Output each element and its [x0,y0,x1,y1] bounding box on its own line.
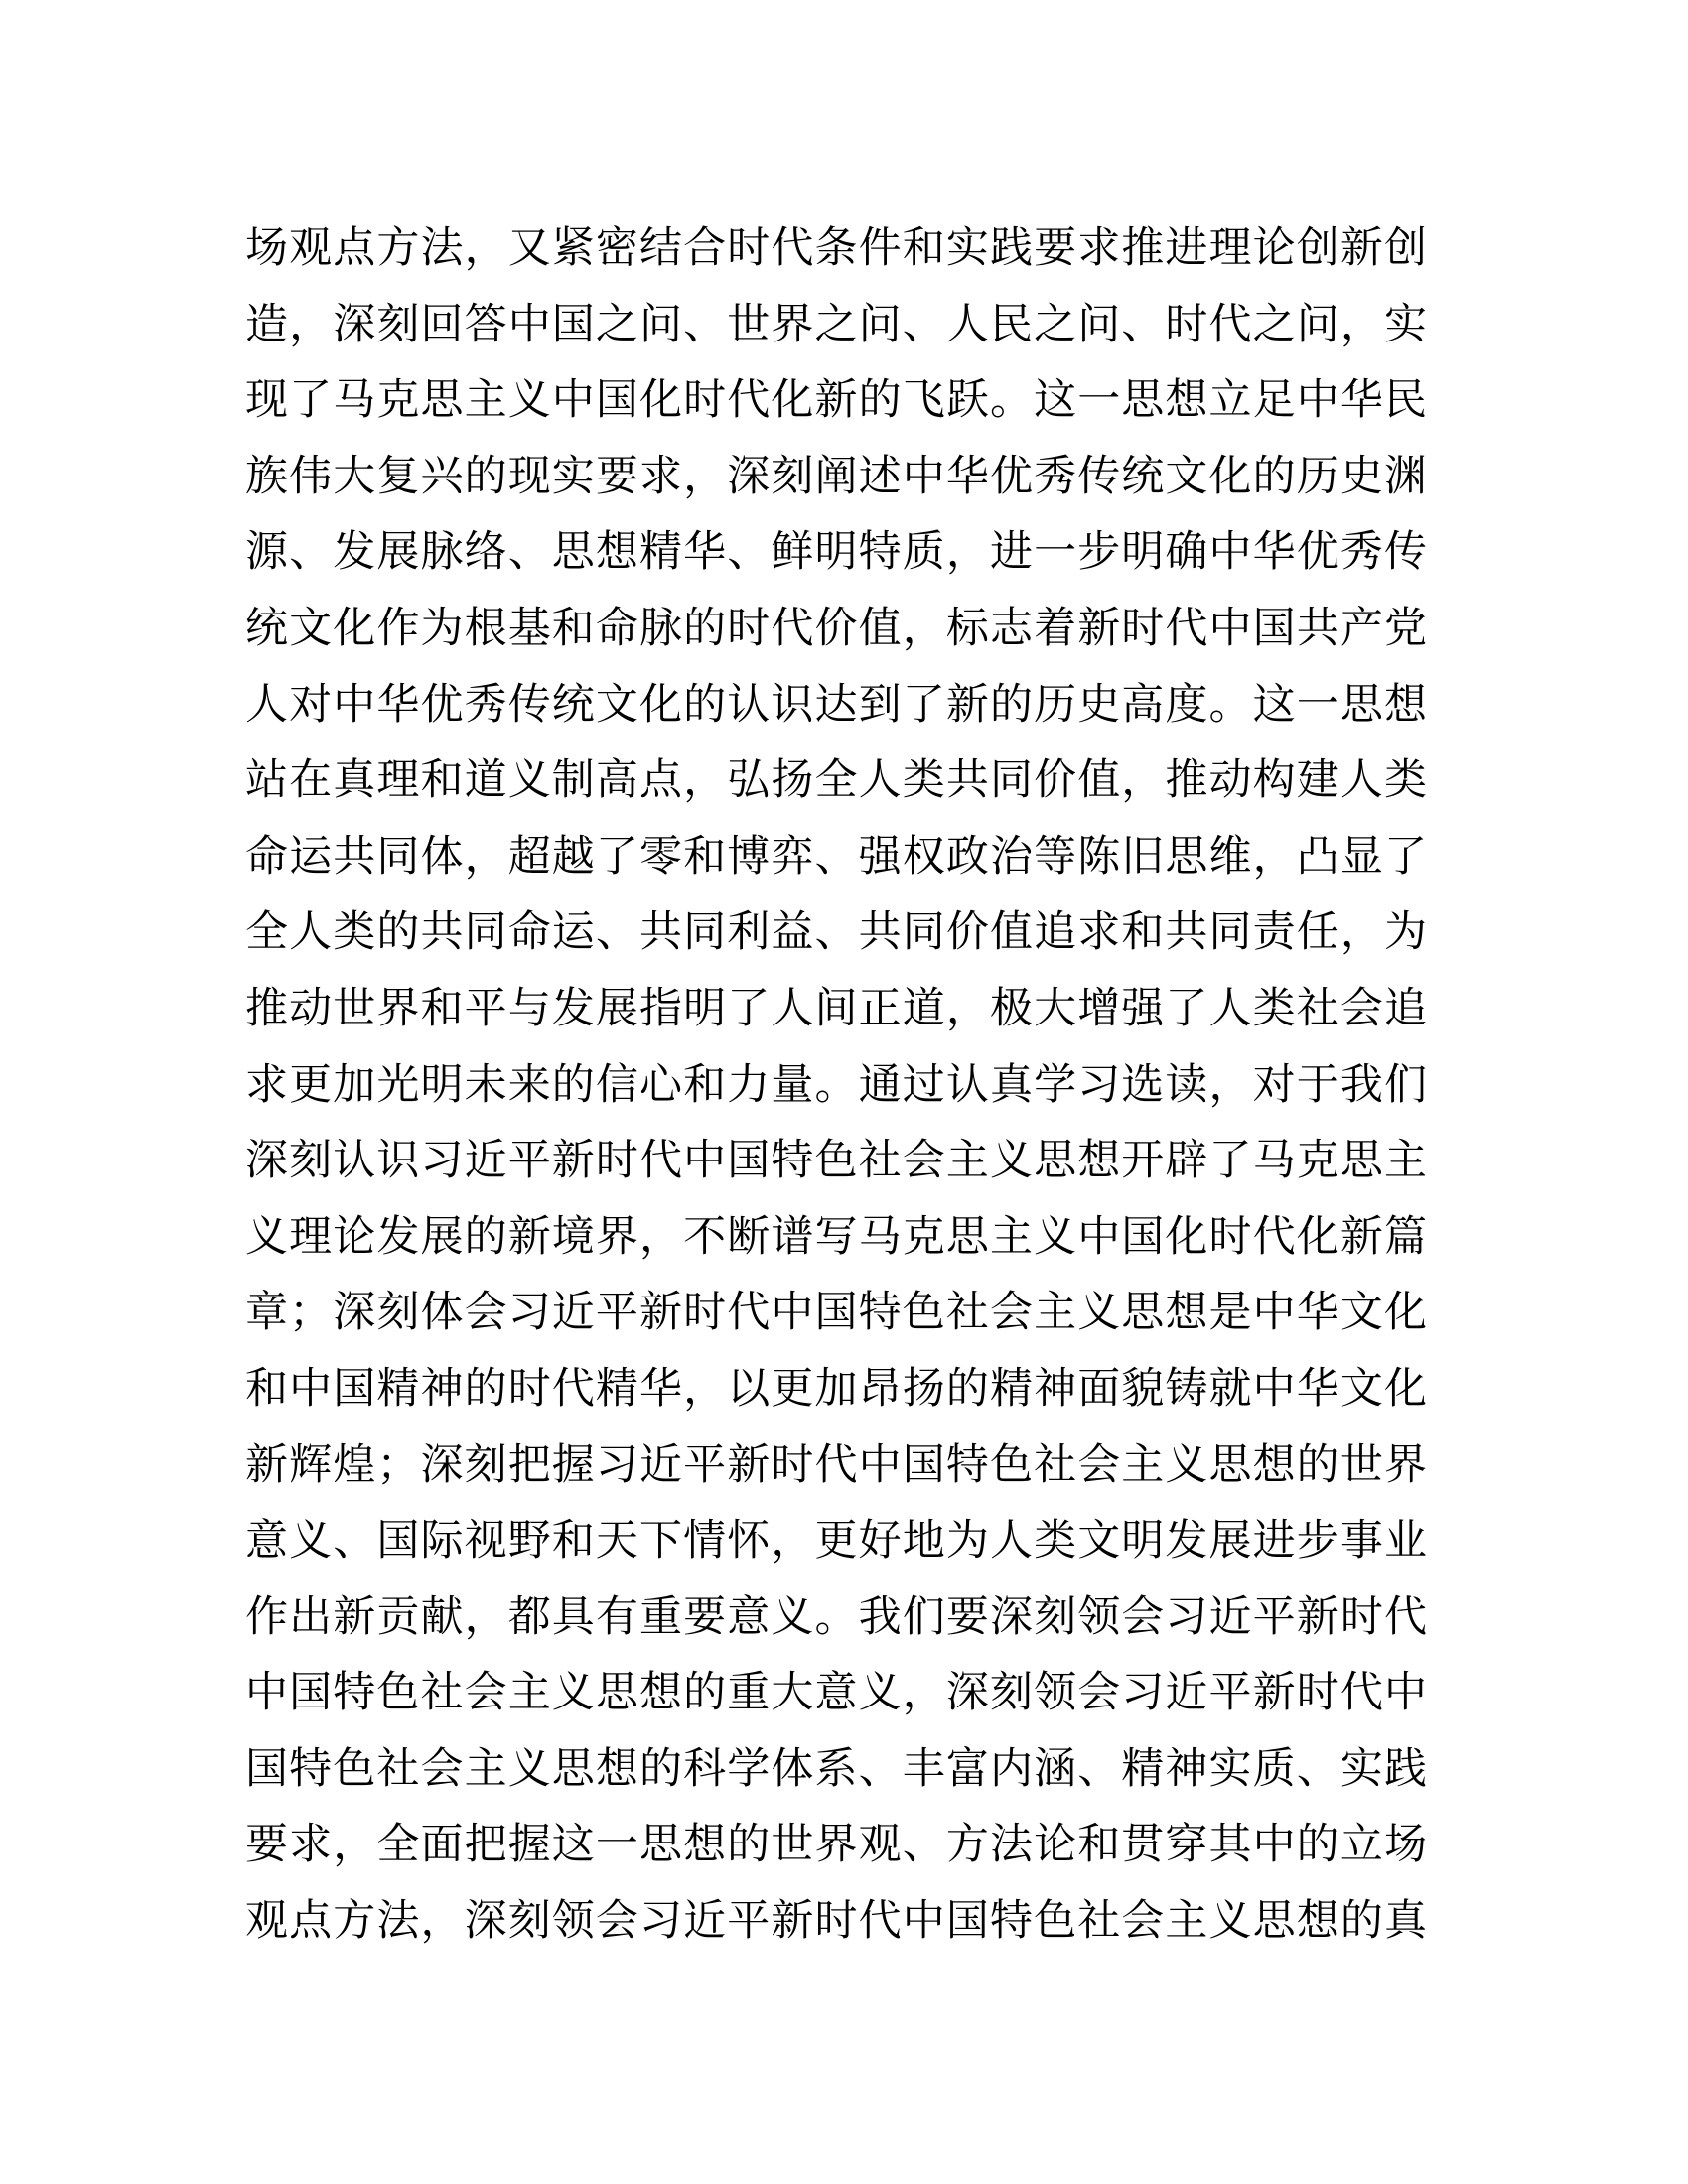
text-line: 源、发展脉络、思想精华、鲜明特质，进一步明确中华优秀传 [245,527,1427,578]
text-line: 义理论发展的新境界，不断谱写马克思主义中国化时代化新篇 [245,1211,1427,1262]
text-line: 要求，全面把握这一思想的世界观、方法论和贯穿其中的立场 [245,1820,1427,1870]
text-line: 求更加光明未来的信心和力量。通过认真学习选读，对于我们 [245,1059,1427,1110]
text-line: 推动世界和平与发展指明了人间正道，极大增强了人类社会追 [245,983,1427,1033]
text-line: 观点方法，深刻领会习近平新时代中国特色社会主义思想的真 [245,1896,1427,1947]
text-line: 中国特色社会主义思想的重大意义，深刻领会习近平新时代中 [245,1668,1427,1718]
text-line: 深刻认识习近平新时代中国特色社会主义思想开辟了马克思主 [245,1136,1427,1186]
text-line: 造，深刻回答中国之问、世界之问、人民之问、时代之问，实 [245,299,1427,349]
text-line: 族伟大复兴的现实要求，深刻阐述中华优秀传统文化的历史渊 [245,451,1427,501]
text-line: 现了马克思主义中国化时代化新的飞跃。这一思想立足中华民 [245,375,1427,426]
text-line: 命运共同体，超越了零和博弈、强权政治等陈旧思维，凸显了 [245,831,1427,882]
text-line: 作出新贡献，都具有重要意义。我们要深刻领会习近平新时代 [245,1591,1427,1642]
text-line: 场观点方法，又紧密结合时代条件和实践要求推进理论创新创 [245,223,1427,273]
text-line: 全人类的共同命运、共同利益、共同价值追求和共同责任，为 [245,907,1427,958]
text-line: 和中国精神的时代精华，以更加昂扬的精神面貌铸就中华文化 [245,1363,1427,1414]
text-line: 新辉煌；深刻把握习近平新时代中国特色社会主义思想的世界 [245,1439,1427,1490]
text-line: 章；深刻体会习近平新时代中国特色社会主义思想是中华文化 [245,1288,1427,1338]
text-line: 站在真理和道义制高点，弘扬全人类共同价值，推动构建人类 [245,755,1427,806]
text-line: 统文化作为根基和命脉的时代价值，标志着新时代中国共产党 [245,603,1427,653]
text-line: 人对中华优秀传统文化的认识达到了新的历史高度。这一思想 [245,679,1427,730]
document-body [245,210,1427,1960]
text-line: 意义、国际视野和天下情怀，更好地为人类文明发展进步事业 [245,1516,1427,1567]
text-line: 国特色社会主义思想的科学体系、丰富内涵、精神实质、实践 [245,1743,1427,1794]
